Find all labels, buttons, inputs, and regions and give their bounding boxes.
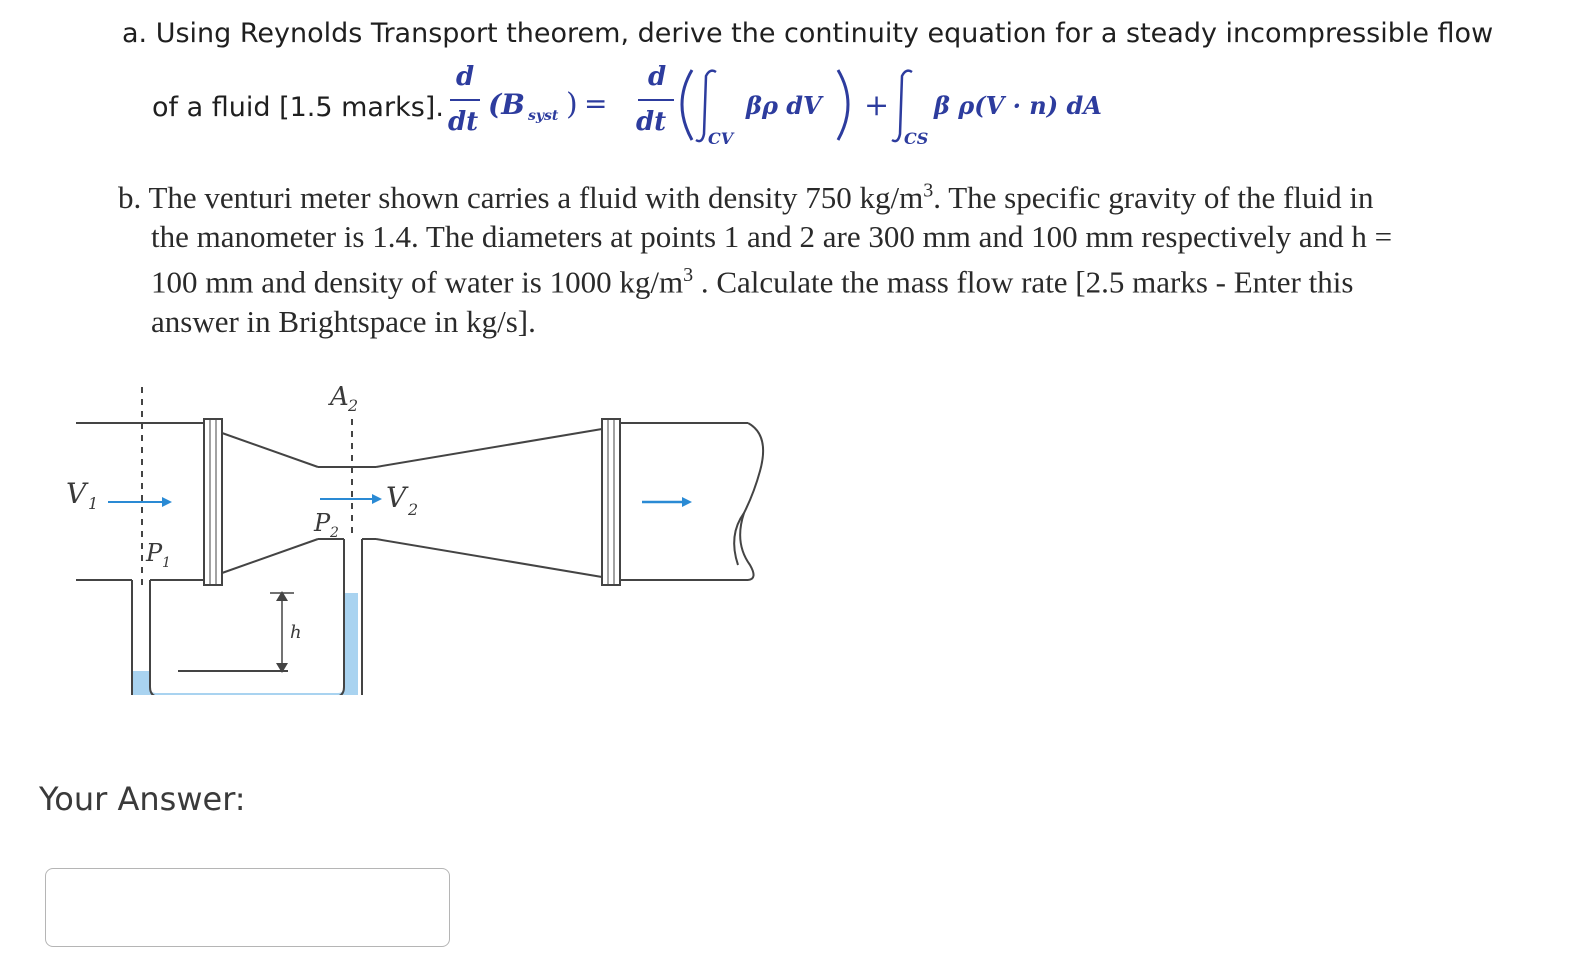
eq-close-1: ) (566, 87, 578, 122)
flange-inlet (204, 419, 222, 585)
part-b-line3 (118, 256, 1478, 301)
eq-bsyst: (B (488, 88, 525, 121)
eq-integrand-cv: βρ dV (746, 91, 822, 120)
label-v2-sub: 2 (408, 500, 419, 519)
diverging-top (376, 429, 602, 467)
eq-sub-cs: CS (904, 129, 929, 148)
reynolds-transport-equation (440, 58, 1160, 158)
part-b-line1-text: b. The venturi meter shown carries a fluid with density 750 kg/m (118, 180, 924, 216)
question-part-b (118, 172, 1478, 341)
part-b-line4: answer in Brightspace in kg/s]. (151, 303, 536, 339)
label-p1-sub: 1 (162, 555, 171, 571)
flange-outlet (602, 419, 620, 585)
converging-bottom (222, 539, 318, 573)
converging-top (222, 433, 318, 467)
part-b-line2: the manometer is 1.4. The diameters at points 1 and 2 are 300 mm and 100 mm respectively and h = (151, 219, 1393, 255)
answer-input[interactable] (45, 868, 450, 947)
pipe-break-right (740, 423, 763, 580)
eq-plus: + (864, 88, 890, 123)
label-h: h (290, 622, 302, 643)
part-b-line3-text: 100 mm and density of water is 1000 kg/m (151, 264, 684, 300)
superscript-3: 3 (923, 180, 934, 202)
diverging-bottom (376, 539, 602, 577)
label-v1-sub: 1 (88, 494, 99, 513)
eq-d-1: d (456, 62, 475, 92)
eq-integrand-cs: β ρ(V · n) dA (934, 91, 1102, 120)
eq-bsyst-sub: syst (528, 108, 559, 124)
superscript-3-b: 3 (683, 264, 694, 287)
eq-d-2: d (648, 62, 667, 92)
eq-sub-cv: CV (708, 129, 734, 148)
label-p1: P (146, 539, 163, 567)
manometer-tube-outer (132, 580, 362, 695)
answer-label: Your Answer: (39, 780, 246, 818)
question-part-a-line1: a. Using Reynolds Transport theorem, derive the continuity equation for a steady incompressible flow (122, 18, 1494, 49)
label-a2-sub: 2 (348, 396, 359, 415)
question-part-a-line2: of a fluid [1.5 marks]. (152, 92, 444, 123)
manometer-liquid (132, 593, 358, 695)
label-p2: P (314, 509, 331, 537)
eq-equals: = (584, 87, 608, 120)
venturi-meter-diagram (58, 375, 818, 695)
label-v2: V (386, 481, 407, 514)
label-v1: V (66, 477, 87, 510)
label-p2-sub: 2 (330, 525, 339, 541)
manometer-tube-inner (150, 580, 344, 695)
part-b-line1-tail: . The specific gravity of the fluid in (933, 180, 1374, 216)
part-b-line3-tail: . Calculate the mass flow rate [2.5 marks - Enter this (693, 264, 1354, 300)
eq-dt-2: dt (636, 107, 667, 137)
eq-dt-1: dt (448, 107, 479, 137)
part-b-line1 (118, 180, 1373, 215)
label-a2: A (330, 382, 349, 412)
